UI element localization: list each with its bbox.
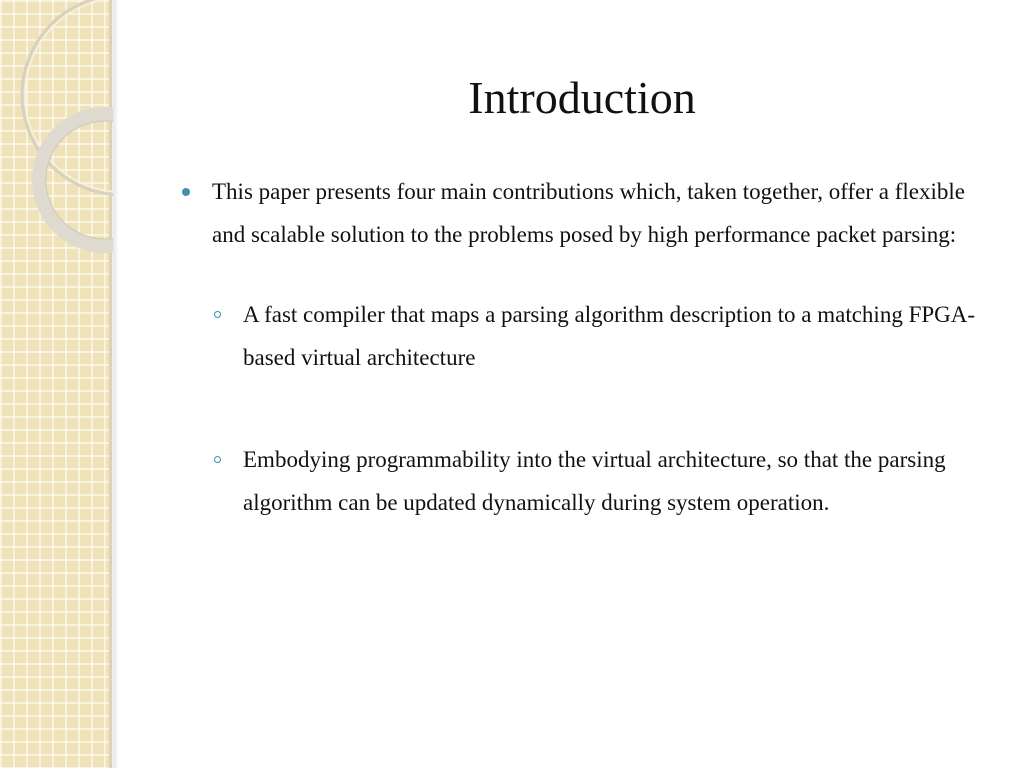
sub-bullet-item-programmability xyxy=(211,438,990,524)
hollow-bullet-icon xyxy=(214,311,221,318)
side-band-shadow xyxy=(113,0,119,768)
bullet-text: This paper presents four main contributions which, taken together, offer a flexible and scalable solution to the problems posed by high performance packet parsing: xyxy=(212,179,965,247)
decorative-rings-graphic xyxy=(0,0,113,270)
bullet-list xyxy=(180,170,990,583)
bullet-item-contributions xyxy=(180,170,990,256)
slide-title-text: Introduction xyxy=(468,72,696,123)
hollow-bullet-icon xyxy=(214,456,221,463)
filled-bullet-icon xyxy=(182,188,190,196)
sub-bullet-text: A fast compiler that maps a parsing algorithm description to a matching FPGA-based virtual architecture xyxy=(243,302,976,370)
sub-bullet-item-compiler xyxy=(211,293,990,379)
slide-title xyxy=(140,68,1024,128)
sub-bullet-text: Embodying programmability into the virtual architecture, so that the parsing algorithm can be updated dynamically during system operation. xyxy=(243,447,946,515)
